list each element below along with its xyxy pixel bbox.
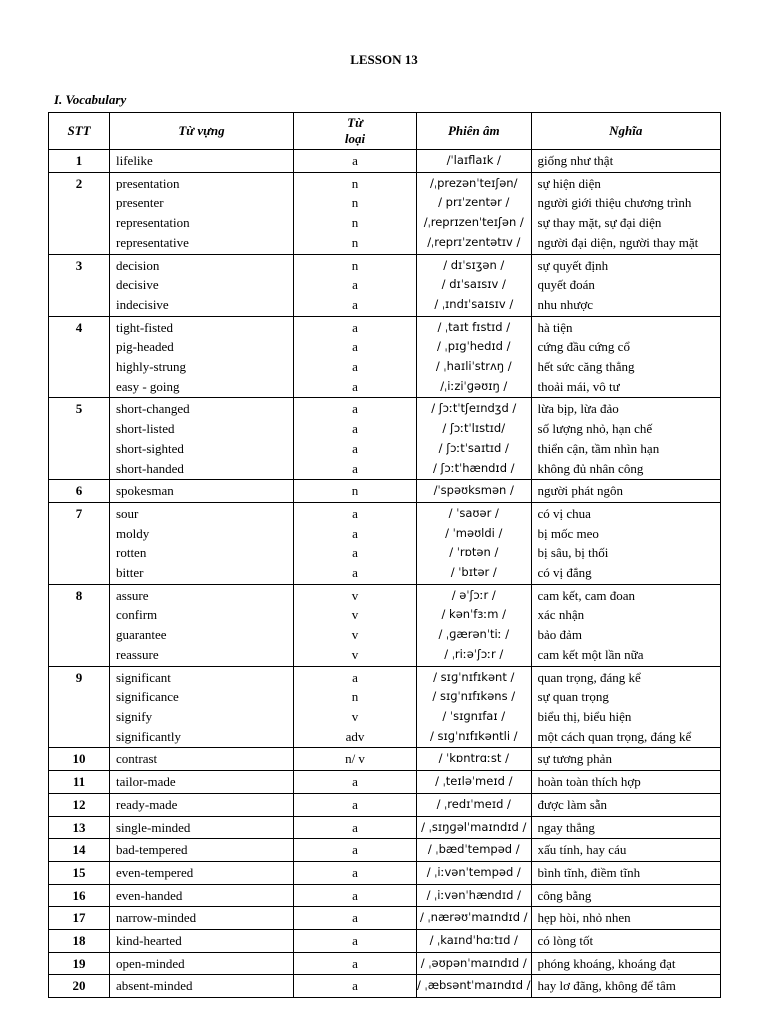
entry-pronunciation: / prɪˈzentər /	[438, 195, 510, 210]
entry-meaning-cell	[531, 172, 720, 254]
entry-meaning: phóng khoáng, khoáng đạt	[537, 955, 676, 971]
entry-word: signify	[116, 708, 153, 724]
entry-part-of-speech: v	[351, 708, 359, 724]
entry-meaning: nhu nhược	[537, 296, 593, 312]
entry-meaning-cell	[531, 398, 720, 480]
entry-number: 1	[49, 150, 110, 173]
entry-part-of-speech: a	[352, 669, 358, 685]
entry-word: contrast	[116, 751, 158, 767]
table-row	[49, 480, 721, 503]
entry-word-cell	[110, 748, 294, 771]
entry-meaning: hết sức căng thẳng	[537, 359, 635, 375]
entry-pronunciation: / ˈsɪɡnɪfaɪ /	[442, 708, 506, 723]
entry-meaning: có lòng tốt	[537, 933, 594, 949]
table-row	[49, 150, 721, 173]
entry-meaning: cam kết một lần nữa	[537, 646, 644, 662]
entry-meaning: quyết đoán	[537, 277, 595, 293]
entry-meaning: một cách quan trọng, đáng kể	[537, 728, 692, 744]
entry-word: confirm	[116, 607, 158, 623]
entry-word: narrow-minded	[116, 910, 197, 926]
entry-word: presenter	[116, 195, 164, 211]
entry-part-of-speech-cell	[294, 816, 417, 839]
entry-pronunciation: /ˌreprɪzenˈteɪʃən /	[423, 215, 524, 230]
entry-pronunciation: /ˌprezənˈteɪʃən/	[430, 175, 518, 190]
entry-meaning: không đủ nhân công	[537, 460, 644, 476]
entry-pronunciation-cell	[417, 398, 532, 480]
entry-part-of-speech: a	[352, 460, 358, 476]
vocabulary-table	[48, 112, 721, 998]
entry-pronunciation-cell	[417, 584, 532, 666]
entry-pronunciation: / ˌsɪŋɡəlˈmaɪndɪd /	[421, 819, 527, 834]
table-header-row	[49, 113, 721, 150]
entry-meaning-cell	[531, 254, 720, 316]
entry-pronunciation: /ˈspəʊksmən /	[433, 483, 514, 498]
entry-part-of-speech: a	[352, 440, 358, 456]
entry-word-cell	[110, 975, 294, 998]
entry-pronunciation: / sɪɡˈnɪfɪkəntli /	[429, 728, 518, 743]
entry-meaning: bình tĩnh, điềm tĩnh	[537, 864, 641, 880]
entry-part-of-speech: a	[352, 933, 358, 949]
entry-meaning: công bằng	[537, 887, 592, 903]
entry-word-cell	[110, 172, 294, 254]
entry-meaning: hà tiện	[537, 319, 573, 335]
entry-meaning: hay lơ đãng, không để tâm	[537, 978, 676, 994]
table-row	[49, 172, 721, 254]
entry-word: short-sighted	[116, 440, 184, 456]
entry-number: 8	[49, 584, 110, 666]
entry-meaning-cell	[531, 839, 720, 862]
entry-pronunciation: / ˌɪndɪˈsaɪsɪv /	[434, 296, 514, 311]
entry-pronunciation-cell	[417, 861, 532, 884]
entry-word: open-minded	[116, 955, 185, 971]
entry-number: 9	[49, 666, 110, 748]
entry-word-cell	[110, 839, 294, 862]
entry-meaning-cell	[531, 748, 720, 771]
entry-part-of-speech: n	[351, 234, 359, 250]
entry-meaning: sự quan trọng	[537, 689, 609, 705]
entry-meaning: xác nhận	[537, 607, 585, 623]
table-row	[49, 952, 721, 975]
entry-pronunciation: / ˈkɒntrɑːst /	[438, 751, 509, 766]
entry-number: 16	[49, 884, 110, 907]
entry-part-of-speech: v	[351, 607, 359, 623]
entry-meaning-cell	[531, 930, 720, 953]
entry-word: tailor-made	[116, 774, 176, 790]
entry-word-cell	[110, 398, 294, 480]
entry-part-of-speech-cell	[294, 861, 417, 884]
entry-part-of-speech: a	[352, 565, 358, 581]
table-row	[49, 839, 721, 862]
entry-part-of-speech-cell	[294, 771, 417, 794]
entry-meaning: biểu thị, biểu hiện	[537, 708, 632, 724]
entry-meaning-cell	[531, 907, 720, 930]
entry-part-of-speech: a	[352, 401, 358, 417]
entry-number: 12	[49, 793, 110, 816]
entry-pronunciation: / dɪˈsaɪsɪv /	[441, 277, 506, 292]
entry-part-of-speech-cell	[294, 254, 417, 316]
entry-part-of-speech: n	[351, 257, 359, 273]
entry-part-of-speech: a	[352, 378, 358, 394]
entry-part-of-speech-cell	[294, 480, 417, 503]
entry-word: short-changed	[116, 401, 190, 417]
section-title: I. Vocabulary	[54, 92, 127, 107]
table-row	[49, 816, 721, 839]
entry-meaning-cell	[531, 502, 720, 584]
entry-word: pig-headed	[116, 339, 174, 355]
entry-word-cell	[110, 907, 294, 930]
entry-pronunciation: / kənˈfɜːm /	[441, 607, 507, 622]
entry-pronunciation: / ˌnærəʊˈmaɪndɪd /	[419, 910, 528, 925]
entry-pronunciation: / ˌredɪˈmeɪd /	[436, 796, 511, 811]
entry-meaning: thoải mái, vô tư	[537, 378, 620, 394]
entry-part-of-speech: v	[351, 587, 359, 603]
entry-pronunciation-cell	[417, 666, 532, 748]
entry-word-cell	[110, 952, 294, 975]
entry-meaning: có vị đắng	[537, 565, 592, 581]
entry-pronunciation: / ˈbɪtər /	[450, 565, 497, 580]
entry-part-of-speech-cell	[294, 930, 417, 953]
entry-meaning: sự quyết định	[537, 257, 609, 273]
entry-word-cell	[110, 666, 294, 748]
header-pos	[294, 113, 417, 150]
entry-meaning-cell	[531, 150, 720, 173]
entry-word-cell	[110, 793, 294, 816]
entry-word-cell	[110, 254, 294, 316]
entry-pronunciation-cell	[417, 952, 532, 975]
entry-number: 6	[49, 480, 110, 503]
entry-part-of-speech-cell	[294, 952, 417, 975]
entry-word: easy - going	[116, 378, 180, 394]
entry-part-of-speech: a	[352, 887, 358, 903]
entry-meaning: xấu tính, hay cáu	[537, 842, 627, 858]
entry-part-of-speech: n	[351, 195, 359, 211]
entry-meaning-cell	[531, 816, 720, 839]
table-row	[49, 748, 721, 771]
entry-word-cell	[110, 584, 294, 666]
entry-number: 19	[49, 952, 110, 975]
entry-meaning-cell	[531, 952, 720, 975]
entry-pronunciation-cell	[417, 793, 532, 816]
table-row	[49, 884, 721, 907]
entry-part-of-speech-cell	[294, 398, 417, 480]
entry-pronunciation: / ˌtaɪt fɪstɪd /	[437, 319, 511, 334]
entry-part-of-speech: a	[352, 910, 358, 926]
entry-part-of-speech-cell	[294, 748, 417, 771]
entry-part-of-speech: v	[351, 627, 359, 643]
entry-pronunciation-cell	[417, 748, 532, 771]
entry-word: decision	[116, 257, 160, 273]
entry-meaning-cell	[531, 884, 720, 907]
entry-part-of-speech-cell	[294, 316, 417, 398]
entry-word: rotten	[116, 545, 147, 561]
entry-pronunciation: / ˌteɪləˈmeɪd /	[435, 774, 513, 789]
entry-pronunciation-cell	[417, 884, 532, 907]
entry-word: representation	[116, 215, 190, 231]
entry-word: ready-made	[116, 796, 178, 812]
entry-pronunciation-cell	[417, 502, 532, 584]
entry-word: significant	[116, 669, 171, 685]
entry-meaning: có vị chua	[537, 505, 591, 521]
entry-meaning: cứng đầu cứng cổ	[537, 339, 630, 355]
entry-meaning-cell	[531, 584, 720, 666]
entry-word: spokesman	[116, 483, 174, 499]
entry-meaning: sự hiện diện	[537, 175, 601, 191]
entry-pronunciation: / ʃɔːtˈtʃeɪndʒd /	[431, 401, 517, 416]
entry-meaning: thiển cận, tầm nhìn hạn	[537, 440, 660, 456]
entry-number: 11	[49, 771, 110, 794]
entry-pronunciation-cell	[417, 480, 532, 503]
entry-meaning: người giới thiệu chương trình	[537, 195, 692, 211]
entry-meaning-cell	[531, 666, 720, 748]
entry-word: tight-fisted	[116, 319, 174, 335]
entry-part-of-speech: v	[351, 646, 359, 662]
entry-pronunciation: / ˈrɒtən /	[449, 545, 499, 560]
entry-part-of-speech: a	[352, 796, 358, 812]
entry-number: 13	[49, 816, 110, 839]
entry-word: highly-strung	[116, 359, 187, 375]
header-stt: STT	[49, 113, 110, 150]
entry-meaning: bị sâu, bị thối	[537, 545, 609, 561]
header-ipa: Phiên âm	[417, 113, 532, 150]
entry-meaning: cam kết, cam đoan	[537, 587, 635, 603]
entry-part-of-speech-cell	[294, 150, 417, 173]
entry-word-cell	[110, 502, 294, 584]
entry-part-of-speech: a	[352, 296, 358, 312]
entry-pronunciation: / ˈməʊldi /	[445, 525, 503, 540]
vocabulary-body	[49, 150, 721, 998]
table-row	[49, 793, 721, 816]
entry-pronunciation: / ˌhaɪliˈstrʌŋ /	[435, 359, 512, 374]
entry-pronunciation: / dɪˈsɪʒən /	[443, 257, 505, 272]
entry-word: presentation	[116, 175, 180, 191]
table-row	[49, 771, 721, 794]
entry-word: decisive	[116, 277, 159, 293]
entry-meaning-cell	[531, 861, 720, 884]
entry-part-of-speech: a	[352, 545, 358, 561]
entry-part-of-speech: a	[352, 153, 358, 168]
entry-part-of-speech-cell	[294, 502, 417, 584]
entry-part-of-speech: a	[352, 505, 358, 521]
entry-pronunciation: / ˌæbsəntˈmaɪndɪd /	[417, 978, 531, 993]
entry-meaning: sự tương phản	[537, 751, 612, 767]
page-title: LESSON 13	[350, 52, 418, 67]
entry-pronunciation-cell	[417, 771, 532, 794]
entry-number: 4	[49, 316, 110, 398]
table-row	[49, 666, 721, 748]
entry-part-of-speech: a	[352, 864, 358, 880]
entry-part-of-speech: adv	[345, 728, 365, 744]
entry-pronunciation: / ˌiːvənˈhændɪd /	[426, 887, 521, 902]
entry-word-cell	[110, 816, 294, 839]
table-row	[49, 861, 721, 884]
entry-meaning: được làm sẵn	[537, 796, 608, 812]
entry-pronunciation: / ˌriːəˈʃɔːr /	[444, 646, 504, 661]
entry-meaning-cell	[531, 975, 720, 998]
entry-meaning: ngay thẳng	[537, 819, 595, 835]
table-row	[49, 975, 721, 998]
entry-part-of-speech: a	[352, 421, 358, 437]
entry-number: 5	[49, 398, 110, 480]
entry-number: 17	[49, 907, 110, 930]
entry-meaning: hẹp hòi, nhỏ nhen	[537, 910, 631, 926]
entry-meaning-cell	[531, 480, 720, 503]
entry-pronunciation-cell	[417, 316, 532, 398]
entry-word: single-minded	[116, 819, 191, 835]
entry-meaning-cell	[531, 793, 720, 816]
entry-word: guarantee	[116, 627, 167, 643]
entry-part-of-speech-cell	[294, 975, 417, 998]
entry-pronunciation: / ˌɡærənˈtiː /	[438, 627, 510, 642]
entry-part-of-speech: n	[351, 689, 359, 705]
entry-pronunciation: / ˌəʊpənˈmaɪndɪd /	[420, 955, 527, 970]
entry-pronunciation: / ˌbædˈtempəd /	[427, 842, 520, 857]
entry-number: 18	[49, 930, 110, 953]
entry-pronunciation: /ˌreprɪˈzentətɪv /	[427, 234, 521, 249]
entry-pronunciation: / əˈʃɔːr /	[451, 587, 496, 602]
entry-pronunciation: / sɪɡˈnɪfɪkənt /	[433, 669, 515, 684]
entry-number: 3	[49, 254, 110, 316]
entry-meaning: hoàn toàn thích hợp	[537, 774, 641, 790]
entry-meaning: giống như thật	[537, 153, 614, 168]
header-word: Từ vựng	[110, 113, 294, 150]
table-row	[49, 930, 721, 953]
entry-meaning: bảo đảm	[537, 627, 582, 643]
entry-meaning: số lượng nhỏ, hạn chế	[537, 421, 653, 437]
entry-pronunciation: /ˌiːziˈɡəʊɪŋ /	[440, 378, 508, 393]
entry-word: short-handed	[116, 460, 184, 476]
entry-pronunciation-cell	[417, 907, 532, 930]
entry-meaning: quan trọng, đáng kể	[537, 669, 641, 685]
entry-word-cell	[110, 150, 294, 173]
entry-part-of-speech: n	[351, 215, 359, 231]
entry-word: even-handed	[116, 887, 183, 903]
entry-word: lifelike	[116, 153, 153, 168]
entry-number: 7	[49, 502, 110, 584]
entry-pronunciation-cell	[417, 839, 532, 862]
entry-pronunciation-cell	[417, 150, 532, 173]
entry-number: 10	[49, 748, 110, 771]
entry-part-of-speech: a	[352, 955, 358, 971]
entry-number: 2	[49, 172, 110, 254]
entry-meaning: sự thay mặt, sự đại diện	[537, 215, 662, 231]
entry-part-of-speech: n/ v	[345, 751, 365, 767]
table-row	[49, 398, 721, 480]
entry-part-of-speech-cell	[294, 907, 417, 930]
entry-pronunciation: /ˈlaɪflaɪk /	[446, 153, 501, 167]
header-pos-label: Từ loại	[344, 115, 366, 146]
entry-word-cell	[110, 771, 294, 794]
entry-part-of-speech-cell	[294, 584, 417, 666]
entry-word: bitter	[116, 565, 144, 581]
entry-pronunciation: / ʃɔːtˈlɪstɪd/	[442, 421, 506, 436]
entry-part-of-speech-cell	[294, 839, 417, 862]
entry-number: 20	[49, 975, 110, 998]
entry-word-cell	[110, 316, 294, 398]
entry-part-of-speech: a	[352, 319, 358, 335]
entry-meaning-cell	[531, 316, 720, 398]
table-row	[49, 502, 721, 584]
entry-pronunciation: / ˈsaʊər /	[448, 505, 499, 520]
entry-pronunciation-cell	[417, 172, 532, 254]
entry-part-of-speech: a	[352, 978, 358, 994]
entry-pronunciation: / ˌiːvənˈtempəd /	[426, 864, 521, 879]
entry-word: reassure	[116, 646, 159, 662]
entry-part-of-speech: a	[352, 774, 358, 790]
entry-meaning-cell	[531, 771, 720, 794]
entry-pronunciation: / ʃɔːtˈsaɪtɪd /	[438, 440, 509, 455]
entry-part-of-speech-cell	[294, 666, 417, 748]
entry-part-of-speech: a	[352, 277, 358, 293]
entry-part-of-speech: n	[351, 483, 359, 499]
table-row	[49, 316, 721, 398]
table-row	[49, 584, 721, 666]
entry-pronunciation: / ˌkaɪndˈhɑːtɪd /	[429, 933, 518, 948]
entry-word-cell	[110, 861, 294, 884]
entry-word: representative	[116, 234, 189, 250]
entry-meaning: lừa bịp, lừa đảo	[537, 401, 619, 417]
entry-part-of-speech: a	[352, 339, 358, 355]
entry-pronunciation: / ˌpɪgˈhedɪd /	[437, 339, 511, 354]
entry-word: short-listed	[116, 421, 175, 437]
entry-word: significantly	[116, 728, 181, 744]
entry-part-of-speech: a	[352, 525, 358, 541]
entry-number: 14	[49, 839, 110, 862]
entry-pronunciation: / ʃɔːtˈhændɪd /	[433, 460, 515, 475]
entry-meaning: bị mốc meo	[537, 525, 599, 541]
entry-part-of-speech: a	[352, 842, 358, 858]
table-row	[49, 907, 721, 930]
entry-word: absent-minded	[116, 978, 193, 994]
entry-pronunciation-cell	[417, 816, 532, 839]
entry-word: moldy	[116, 525, 150, 541]
entry-part-of-speech-cell	[294, 884, 417, 907]
entry-number: 15	[49, 861, 110, 884]
entry-pronunciation: / sɪɡˈnɪfɪkəns /	[432, 689, 516, 704]
entry-part-of-speech-cell	[294, 793, 417, 816]
entry-word: indecisive	[116, 296, 169, 312]
entry-part-of-speech: a	[352, 819, 358, 835]
entry-word: assure	[116, 587, 149, 603]
entry-part-of-speech: n	[351, 175, 359, 191]
entry-pronunciation-cell	[417, 254, 532, 316]
entry-word: bad-tempered	[116, 842, 188, 858]
entry-part-of-speech: a	[352, 359, 358, 375]
entry-meaning: người đại diện, người thay mặt	[537, 234, 699, 250]
entry-pronunciation-cell	[417, 975, 532, 998]
entry-pronunciation-cell	[417, 930, 532, 953]
entry-word-cell	[110, 480, 294, 503]
header-meaning: Nghĩa	[531, 113, 720, 150]
entry-meaning: người phát ngôn	[537, 483, 623, 499]
entry-word: even-tempered	[116, 864, 194, 880]
entry-word: kind-hearted	[116, 933, 182, 949]
entry-part-of-speech-cell	[294, 172, 417, 254]
table-row	[49, 254, 721, 316]
entry-word: sour	[116, 505, 139, 521]
entry-word-cell	[110, 930, 294, 953]
entry-word-cell	[110, 884, 294, 907]
entry-word: significance	[116, 689, 179, 705]
